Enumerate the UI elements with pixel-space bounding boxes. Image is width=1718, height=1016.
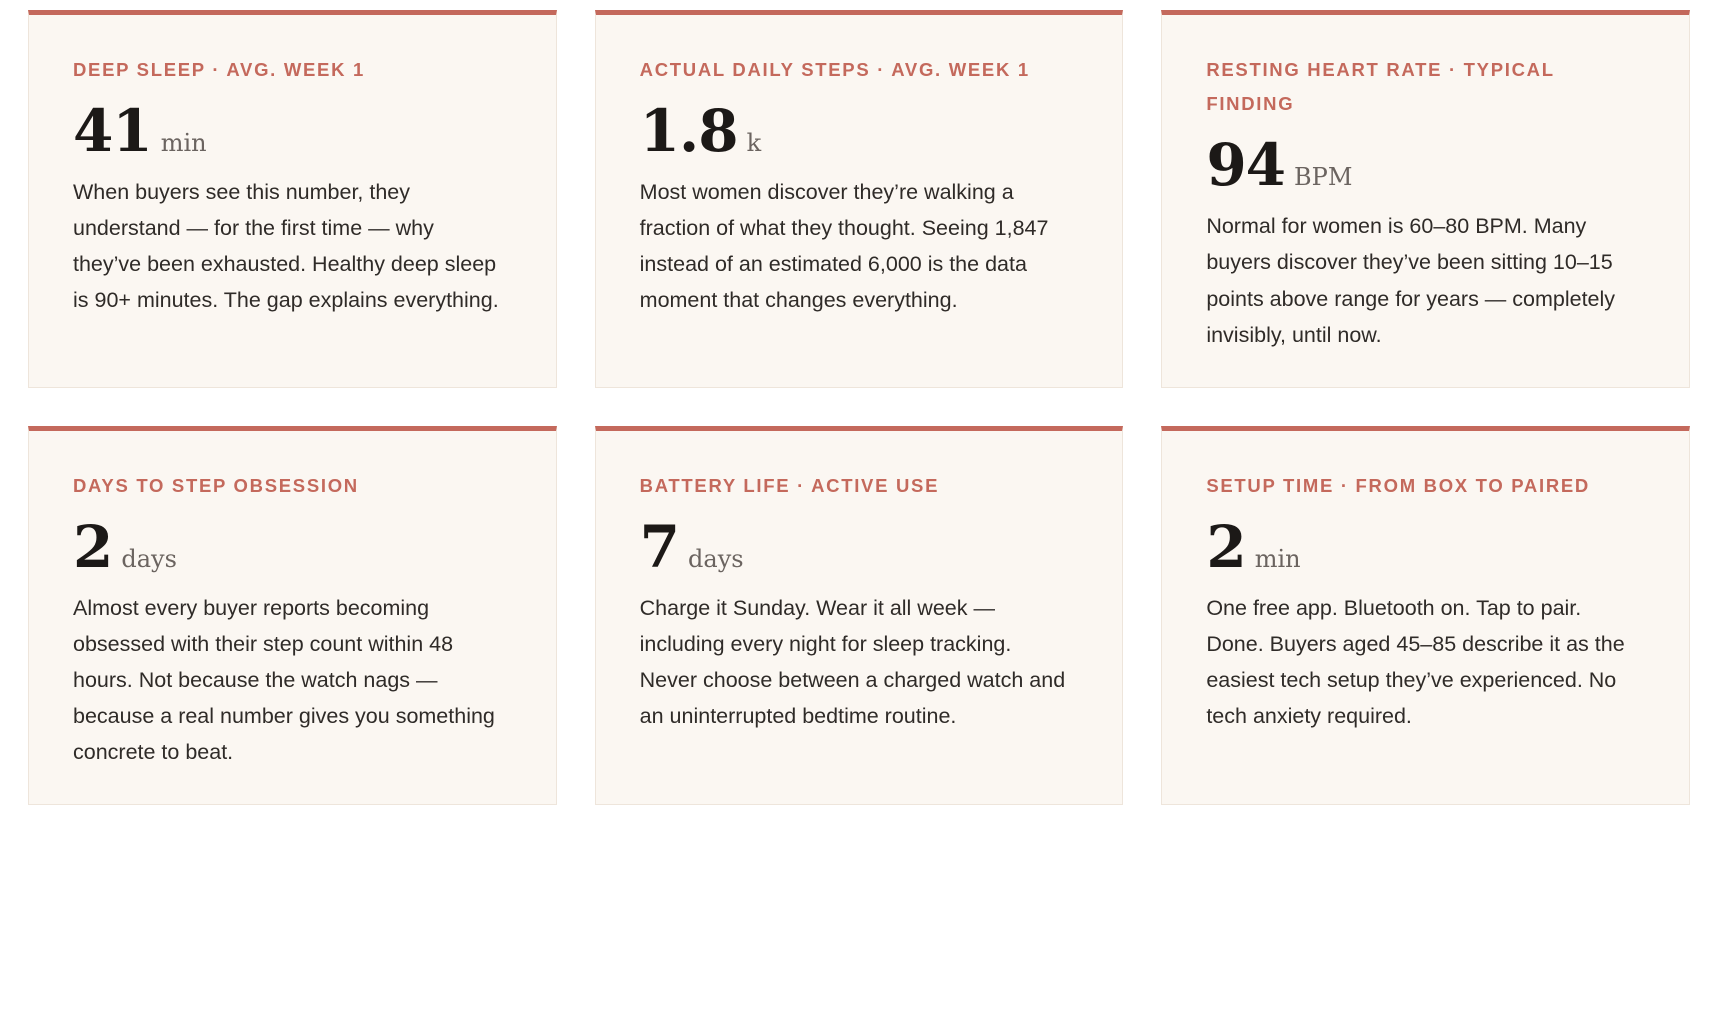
stat-number: 7: [639, 512, 680, 581]
stat-value-row: [1206, 131, 1645, 200]
stat-value-row: [73, 512, 512, 581]
stat-card-resting-heart-rate: [1161, 10, 1690, 388]
stat-number: 2: [73, 512, 113, 581]
stat-value-row: [639, 512, 1079, 581]
stat-value-row: [639, 97, 1079, 166]
stat-card-deep-sleep: [28, 10, 557, 388]
stat-label: DAYS TO STEP OBSESSION: [73, 474, 359, 496]
stat-description: Charge it Sunday. Wear it all week — including every night for sleep tracking. Never choose between a charged watch and an uninterrupted bedtime routine.: [639, 595, 1066, 729]
stat-unit: k: [746, 129, 762, 158]
stat-description: When buyers see this number, they understand — for the first time — why they’ve been exhausted. Healthy deep sleep is 90+ minutes. The gap explains everything.: [73, 180, 499, 313]
stat-value-row: [1206, 512, 1645, 581]
stat-label: BATTERY LIFE · ACTIVE USE: [639, 474, 940, 496]
stat-number: 41: [73, 97, 152, 166]
stat-unit: min: [160, 129, 207, 158]
stat-label: SETUP TIME · FROM BOX TO PAIRED: [1206, 474, 1590, 496]
stat-description: Most women discover they’re walking a fraction of what they thought. Seeing 1,847 instead of an estimated 6,000 is the data moment that changes everything.: [639, 180, 1049, 313]
stat-card-daily-steps: [595, 10, 1124, 388]
stat-number: 2: [1206, 512, 1246, 581]
stat-label: ACTUAL DAILY STEPS · AVG. WEEK 1: [639, 59, 1030, 80]
stat-description: One free app. Bluetooth on. Tap to pair. Done. Buyers aged 45–85 describe it as the easiest tech setup they’ve experienced. No tech anxiety required.: [1206, 595, 1625, 729]
stat-label: DEEP SLEEP · AVG. WEEK 1: [73, 59, 365, 80]
stat-description: Normal for women is 60–80 BPM. Many buyers discover they’ve been sitting 10–15 points above range for years — completely invisibly, until now.: [1206, 214, 1616, 347]
stat-card-battery-life: [595, 426, 1124, 806]
stat-description: Almost every buyer reports becoming obsessed with their step count within 48 hours. Not because the watch nags — because a real number gives you something concrete to beat.: [73, 595, 495, 765]
stat-value-row: [73, 97, 512, 166]
stat-number: 1.8: [639, 97, 738, 166]
stat-unit: BPM: [1294, 163, 1353, 192]
stat-number: 94: [1206, 131, 1286, 200]
stat-unit: days: [688, 544, 744, 573]
stat-card-days-to-step-obsession: [28, 426, 557, 806]
stat-unit: days: [121, 544, 177, 573]
stat-label: RESTING HEART RATE · TYPICAL FINDING: [1206, 59, 1555, 115]
stat-unit: min: [1254, 544, 1301, 573]
stat-card-setup-time: [1161, 426, 1690, 806]
